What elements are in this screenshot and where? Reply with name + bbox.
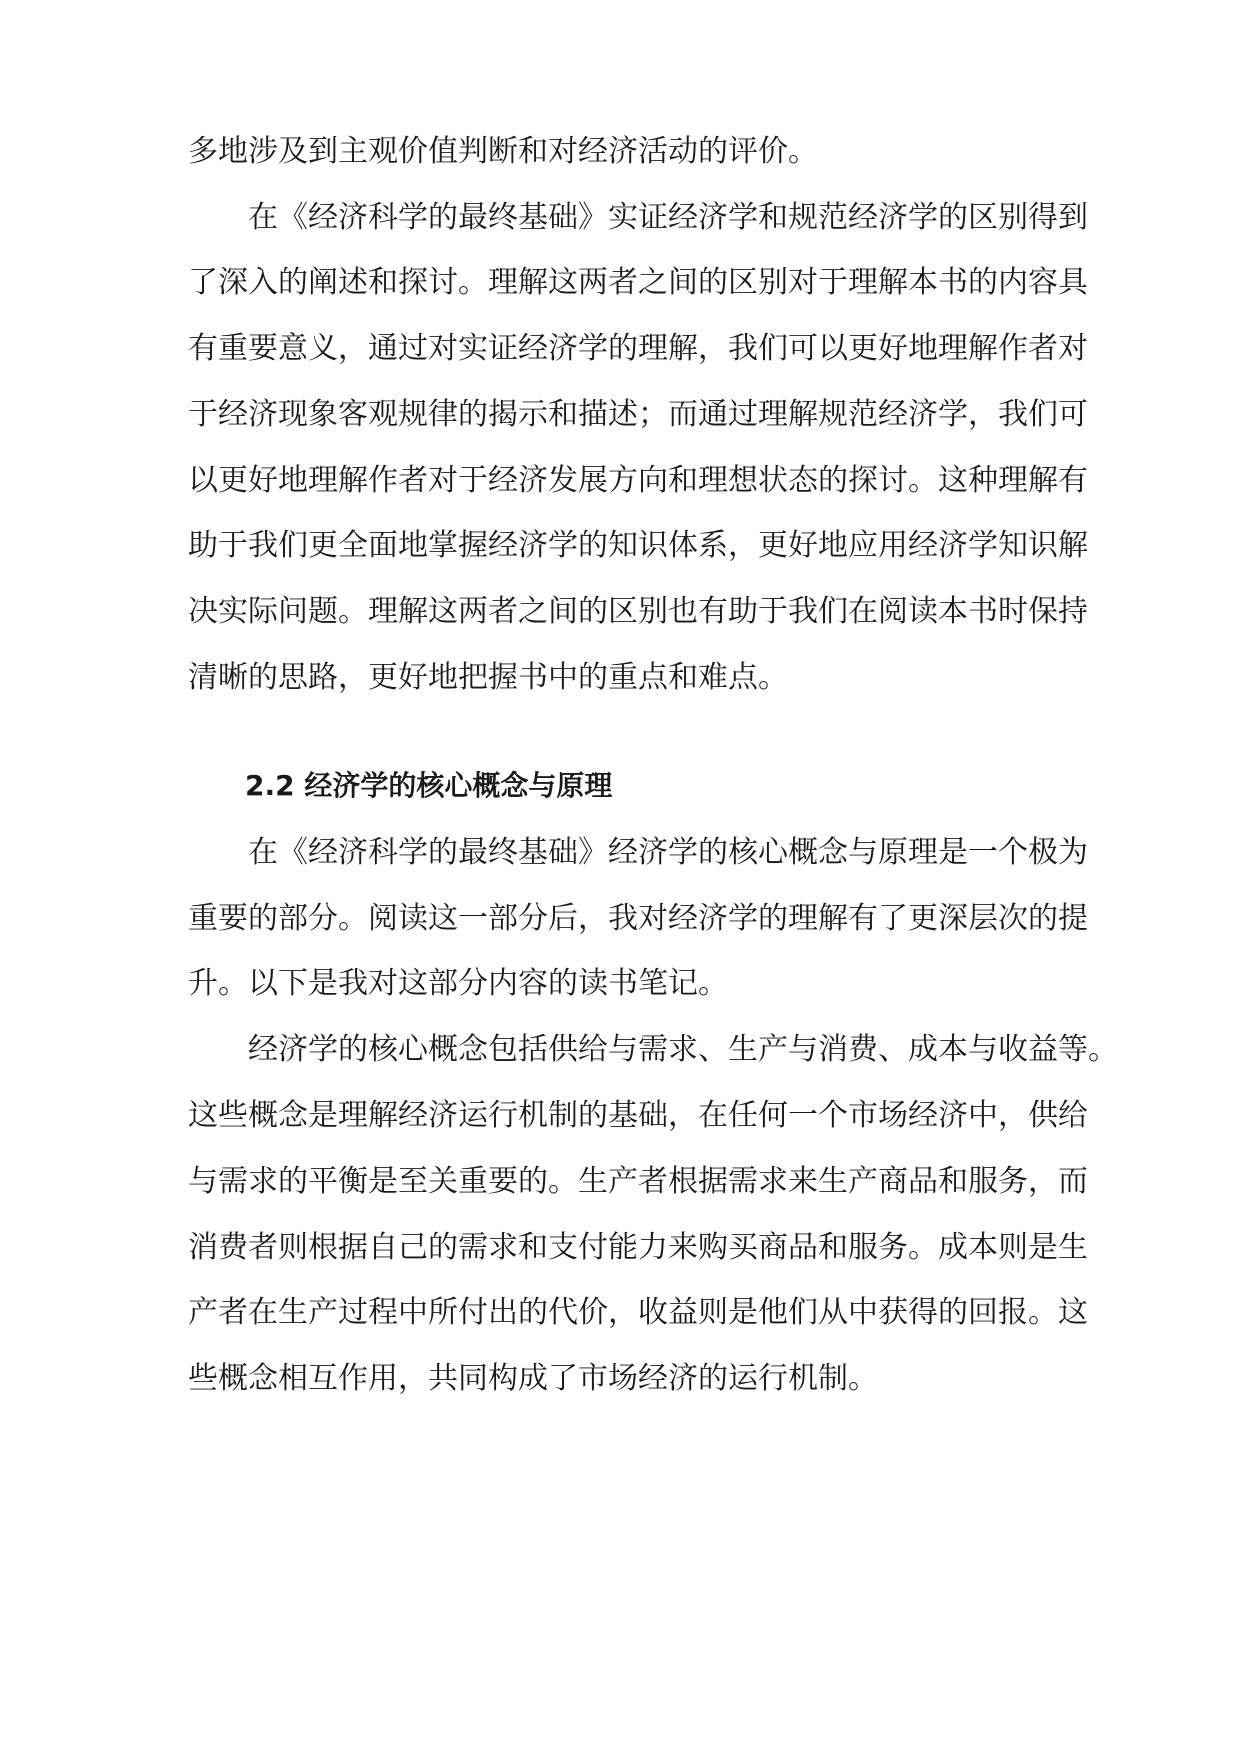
paragraph-line: 消费者则根据自己的需求和支付能力来购买商品和服务。成本则是生 (188, 1230, 1088, 1265)
paragraph-line: 在《经济科学的最终基础》实证经济学和规范经济学的区别得到 (248, 200, 1088, 235)
paragraph-line: 多地涉及到主观价值判断和对经济活动的评价。 (188, 134, 818, 169)
paragraph-line: 重要的部分。阅读这一部分后，我对经济学的理解有了更深层次的提 (188, 901, 1088, 936)
paragraph-line: 经济学的核心概念包括供给与需求、生产与消费、成本与收益等。 (248, 1032, 1118, 1067)
paragraph-line: 升。以下是我对这部分内容的读书笔记。 (188, 966, 728, 1001)
paragraph-line: 产者在生产过程中所付出的代价，收益则是他们从中获得的回报。这 (188, 1295, 1088, 1330)
section-heading: 2.2 经济学的核心概念与原理 (245, 769, 613, 802)
paragraph-line: 有重要意义，通过对实证经济学的理解，我们可以更好地理解作者对 (188, 331, 1088, 366)
paragraph-line: 这些概念是理解经济运行机制的基础，在任何一个市场经济中，供给 (188, 1098, 1088, 1133)
paragraph-line: 些概念相互作用，共同构成了市场经济的运行机制。 (188, 1361, 878, 1396)
paragraph-line: 于经济现象客观规律的揭示和描述；而通过理解规范经济学，我们可 (188, 397, 1088, 432)
paragraph-line: 了深入的阐述和探讨。理解这两者之间的区别对于理解本书的内容具 (188, 265, 1088, 300)
paragraph-line: 在《经济科学的最终基础》经济学的核心概念与原理是一个极为 (248, 835, 1088, 870)
paragraph-line: 以更好地理解作者对于经济发展方向和理想状态的探讨。这种理解有 (188, 463, 1088, 498)
paragraph-line: 清晰的思路，更好地把握书中的重点和难点。 (188, 660, 788, 695)
paragraph-line: 与需求的平衡是至关重要的。生产者根据需求来生产商品和服务，而 (188, 1164, 1088, 1199)
paragraph-line: 决实际问题。理解这两者之间的区别也有助于我们在阅读本书时保持 (188, 594, 1088, 629)
paragraph-line: 助于我们更全面地掌握经济学的知识体系，更好地应用经济学知识解 (188, 528, 1088, 563)
